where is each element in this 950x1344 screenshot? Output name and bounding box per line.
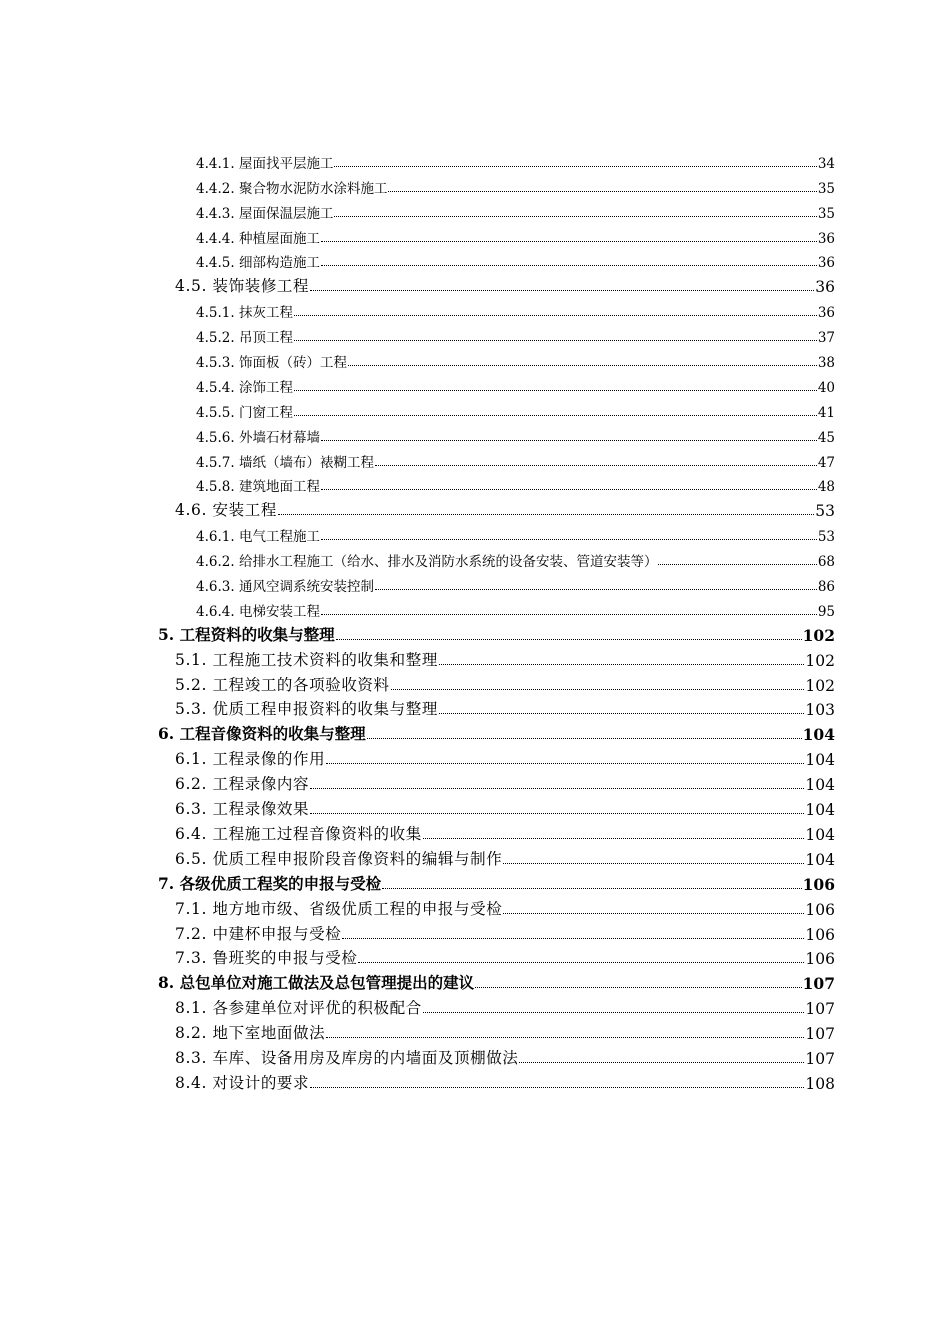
toc-dot-leader: [439, 663, 804, 665]
toc-page-number: 104: [805, 825, 835, 844]
toc-entry-number: 6.5.: [175, 849, 207, 868]
toc-dot-leader: [310, 787, 804, 789]
toc-page-number: 102: [805, 651, 835, 670]
toc-entry-label: [196, 326, 293, 346]
toc-entry-label: [196, 202, 333, 222]
toc-entry-title: 优质工程申报阶段音像资料的编辑与制作: [212, 849, 503, 868]
toc-entry-number: 7.3.: [175, 949, 207, 968]
toc-entry-number: 8.2.: [175, 1024, 207, 1043]
toc-dot-leader: [321, 538, 817, 540]
toc-entry-label: [196, 550, 657, 570]
toc-dot-leader: [375, 464, 817, 466]
toc-page-number: 95: [817, 603, 835, 620]
toc-dot-leader: [326, 762, 804, 764]
toc-entry[interactable]: [0, 794, 950, 819]
toc-entry-title: 各参建单位对评优的积极配合: [212, 999, 422, 1018]
toc-entry-label: [196, 475, 320, 495]
toc-entry-number: 6.4.: [175, 824, 207, 843]
toc-page-number: 47: [817, 454, 835, 471]
toc-entry-number: 4.5.2.: [196, 330, 235, 347]
toc-page-number: 103: [805, 701, 835, 720]
toc-dot-leader: [294, 414, 817, 416]
toc-entry-number: 8.4.: [175, 1073, 207, 1092]
toc-page-number: 48: [817, 479, 835, 496]
toc-page-number: 102: [805, 676, 835, 695]
toc-page-number: 36: [815, 278, 835, 297]
toc-page-number: 104: [805, 801, 835, 820]
toc-dot-leader: [310, 289, 814, 291]
toc-entry-label: [196, 525, 320, 545]
toc-entry-title: 工程录像内容: [212, 775, 310, 794]
toc-entry[interactable]: [0, 296, 950, 321]
toc-entry[interactable]: [0, 147, 950, 172]
toc-dot-leader: [278, 513, 814, 515]
toc-entry-label: [175, 847, 502, 869]
toc-entry-title: 墙纸（墙布）裱糊工程: [238, 454, 374, 471]
toc-entry[interactable]: [0, 620, 950, 645]
toc-entry-title: 装饰装修工程: [212, 277, 310, 296]
toc-entry[interactable]: [0, 222, 950, 247]
toc-entry-label: [196, 600, 320, 620]
toc-dot-leader: [326, 1036, 804, 1038]
toc-entry-title: 细部构造施工: [238, 255, 320, 272]
toc-page-number: 38: [817, 355, 835, 372]
toc-entry-title: 电梯安装工程: [238, 603, 320, 620]
toc-dot-leader: [388, 190, 816, 192]
toc-entry[interactable]: [0, 944, 950, 969]
toc-entry[interactable]: [0, 446, 950, 471]
toc-entry-title: 门窗工程: [238, 404, 293, 421]
toc-entry[interactable]: [0, 197, 950, 222]
toc-page-number: 107: [802, 974, 835, 994]
toc-entry-number: 4.4.5.: [196, 255, 235, 272]
toc-entry-label: [175, 1046, 518, 1068]
toc-entry-label: [175, 822, 422, 844]
toc-dot-leader: [391, 688, 805, 690]
toc-entry-label: [196, 376, 293, 396]
toc-entry-number: 4.6.: [175, 501, 207, 520]
toc-entry-title: 给排水工程施工（给水、排水及消防水系统的设备安装、管道安装等）: [238, 554, 658, 571]
toc-page-number: 45: [817, 429, 835, 446]
toc-entry-number: 4.4.1.: [196, 155, 235, 172]
toc-entry-number: 6.: [158, 724, 175, 744]
toc-entry-number: 4.4.4.: [196, 230, 235, 247]
toc-entry[interactable]: [0, 993, 950, 1018]
toc-entry-title: 工程竣工的各项验收资料: [212, 675, 390, 694]
toc-entry-label: [175, 797, 309, 819]
toc-entry-label: [196, 301, 293, 321]
toc-entry-label: [175, 996, 422, 1018]
toc-entry-title: 建筑地面工程: [238, 479, 320, 496]
toc-entry-number: 4.5.: [175, 277, 207, 296]
toc-entry[interactable]: [0, 1043, 950, 1068]
toc-entry-label: [158, 623, 335, 645]
toc-entry-label: [175, 922, 341, 944]
toc-entry[interactable]: [0, 545, 950, 570]
toc-dot-leader: [423, 1011, 805, 1013]
toc-dot-leader: [358, 961, 804, 963]
toc-entry[interactable]: [0, 321, 950, 346]
toc-page-number: 37: [817, 330, 835, 347]
toc-dot-leader: [503, 912, 804, 914]
toc-page-number: 36: [817, 305, 835, 322]
toc-entry-title: 地方地市级、省级优质工程的申报与受检: [212, 899, 503, 918]
toc-entry-label: [175, 1021, 325, 1043]
toc-entry-title: 工程资料的收集与整理: [179, 624, 335, 644]
toc-page-number: 102: [802, 625, 835, 645]
toc-entry-label: [175, 673, 390, 695]
toc-dot-leader: [423, 837, 805, 839]
toc-entry-title: 涂饰工程: [238, 379, 293, 396]
toc-dot-leader: [321, 613, 817, 615]
toc-page-number: 104: [805, 850, 835, 869]
toc-entry-title: 电气工程施工: [238, 529, 320, 546]
toc-entry-number: 4.5.3.: [196, 355, 235, 372]
toc-entry[interactable]: [0, 172, 950, 197]
toc-entry[interactable]: [0, 744, 950, 769]
toc-entry[interactable]: [0, 919, 950, 944]
toc-entry-number: 7.1.: [175, 899, 207, 918]
toc-dot-leader: [519, 1061, 804, 1063]
toc-entry[interactable]: [0, 719, 950, 744]
toc-entry-title: 地下室地面做法: [212, 1024, 326, 1043]
toc-entry-label: [196, 152, 333, 172]
toc-page-number: 107: [805, 1000, 835, 1019]
toc-dot-leader: [375, 588, 817, 590]
toc-entry-label: [196, 177, 387, 197]
toc-dot-leader: [321, 488, 817, 490]
toc-entry-number: 4.4.3.: [196, 205, 235, 222]
toc-entry[interactable]: [0, 844, 950, 869]
toc-page-number: 107: [805, 1049, 835, 1068]
toc-page-number: 106: [802, 874, 835, 894]
toc-dot-leader: [334, 215, 816, 217]
toc-entry-number: 5.1.: [175, 650, 207, 669]
toc-entry[interactable]: [0, 894, 950, 919]
toc-dot-leader: [310, 812, 804, 814]
toc-dot-leader: [382, 887, 802, 889]
toc-entry[interactable]: [0, 421, 950, 446]
toc-page-number: 41: [817, 404, 835, 421]
toc-entry-number: 4.5.8.: [196, 479, 235, 496]
toc-dot-leader: [321, 264, 817, 266]
toc-page-number: 36: [817, 255, 835, 272]
toc-entry-title: 屋面找平层施工: [238, 155, 334, 172]
toc-entry-title: 外墙石材幕墙: [238, 429, 320, 446]
toc-page-number: 107: [805, 1025, 835, 1044]
toc-page-number: 53: [815, 502, 835, 521]
toc-entry-label: [175, 274, 309, 296]
toc-entry-label: [175, 897, 502, 919]
toc-entry-number: 4.5.4.: [196, 379, 235, 396]
toc-entry-number: 4.6.2.: [196, 554, 235, 571]
toc-entry-label: [158, 872, 381, 894]
toc-dot-leader: [439, 712, 804, 714]
toc-dot-leader: [294, 339, 817, 341]
toc-dot-leader: [367, 737, 802, 739]
toc-entry-label: [196, 575, 374, 595]
toc-entry[interactable]: [0, 346, 950, 371]
toc-page-number: 104: [805, 776, 835, 795]
toc-entry[interactable]: [0, 695, 950, 720]
toc-entry[interactable]: [0, 595, 950, 620]
toc-dot-leader: [475, 986, 802, 988]
toc-entry[interactable]: [0, 396, 950, 421]
toc-entry-title: 吊顶工程: [238, 330, 293, 347]
toc-entry-label: [175, 648, 438, 670]
toc-entry-label: [175, 1071, 309, 1093]
toc-entry-title: 工程录像的作用: [212, 750, 326, 769]
toc-entry-label: [175, 946, 357, 968]
toc-entry[interactable]: [0, 471, 950, 496]
toc-entry-title: 对设计的要求: [212, 1073, 310, 1092]
toc-entry-number: 4.4.2.: [196, 180, 235, 197]
toc-dot-leader: [334, 165, 816, 167]
toc-entry-label: [196, 426, 320, 446]
toc-entry-label: [196, 351, 347, 371]
toc-entry-label: [175, 747, 325, 769]
toc-entry-number: 8.: [158, 973, 175, 993]
toc-entry-number: 4.6.3.: [196, 579, 235, 596]
toc-entry[interactable]: [0, 645, 950, 670]
toc-entry-number: 4.5.6.: [196, 429, 235, 446]
toc-entry-title: 饰面板（砖）工程: [238, 355, 347, 372]
toc-page-number: 40: [817, 379, 835, 396]
toc-entry[interactable]: [0, 520, 950, 545]
toc-entry-title: 工程施工技术资料的收集和整理: [212, 650, 438, 669]
toc-entry[interactable]: [0, 670, 950, 695]
toc-entry-number: 7.2.: [175, 924, 207, 943]
toc-dot-leader: [658, 563, 816, 565]
toc-entry-title: 屋面保温层施工: [238, 205, 334, 222]
toc-entry-title: 鲁班奖的申报与受检: [212, 949, 358, 968]
toc-dot-leader: [294, 314, 817, 316]
toc-entry[interactable]: [0, 570, 950, 595]
toc-entry-title: 工程施工过程音像资料的收集: [212, 824, 422, 843]
toc-entry[interactable]: [0, 495, 950, 520]
toc-entry-number: 4.5.7.: [196, 454, 235, 471]
toc-entry-number: 8.3.: [175, 1048, 207, 1067]
toc-entry-number: 6.2.: [175, 775, 207, 794]
toc-dot-leader: [294, 389, 817, 391]
toc-entry-title: 各级优质工程奖的申报与受检: [179, 873, 382, 893]
toc-entry-label: [196, 227, 320, 247]
toc-entry[interactable]: [0, 769, 950, 794]
toc-page-number: 35: [817, 205, 835, 222]
toc-entry-title: 工程录像效果: [212, 800, 310, 819]
toc-entry-number: 4.6.4.: [196, 603, 235, 620]
toc-entry-number: 6.1.: [175, 750, 207, 769]
toc-entry-number: 5.: [158, 624, 175, 644]
toc-dot-leader: [348, 364, 817, 366]
toc-entry[interactable]: [0, 869, 950, 894]
toc-entry-label: [158, 971, 474, 993]
toc-entry-title: 种植屋面施工: [238, 230, 320, 247]
toc-entry-number: 4.5.1.: [196, 305, 235, 322]
toc-dot-leader: [503, 862, 804, 864]
toc-dot-leader: [321, 439, 817, 441]
toc-page-number: 106: [805, 950, 835, 969]
toc-entry-label: [196, 451, 374, 471]
toc-page-number: 34: [817, 155, 835, 172]
toc-entry-title: 优质工程申报资料的收集与整理: [212, 700, 438, 719]
toc-entry-label: [175, 772, 309, 794]
toc-page-number: 104: [805, 751, 835, 770]
toc-entry[interactable]: [0, 1018, 950, 1043]
toc-entry-title: 工程音像资料的收集与整理: [179, 724, 366, 744]
toc-entry-number: 8.1.: [175, 999, 207, 1018]
toc-entry-label: [196, 251, 320, 271]
toc-page-number: 53: [817, 529, 835, 546]
toc-entry-number: 4.5.5.: [196, 404, 235, 421]
toc-entry[interactable]: [0, 1068, 950, 1093]
toc-entry-number: 6.3.: [175, 800, 207, 819]
toc-entry-label: [175, 498, 277, 520]
toc-entry-number: 5.2.: [175, 675, 207, 694]
toc-entry[interactable]: [0, 968, 950, 993]
toc-entry[interactable]: [0, 247, 950, 272]
toc-page-number: 35: [817, 180, 835, 197]
toc-entry-label: [196, 401, 293, 421]
toc-entry[interactable]: [0, 271, 950, 296]
toc-entry-title: 安装工程: [212, 501, 277, 520]
toc-entry-title: 总包单位对施工做法及总包管理提出的建议: [179, 973, 475, 993]
toc-entry[interactable]: [0, 819, 950, 844]
toc-entry-title: 中建杯申报与受检: [212, 924, 342, 943]
toc-entry-label: [158, 722, 366, 744]
toc-dot-leader: [310, 1086, 804, 1088]
toc-page-number: 36: [817, 230, 835, 247]
toc-entry-number: 4.6.1.: [196, 529, 235, 546]
toc-entry-title: 抹灰工程: [238, 305, 293, 322]
toc-dot-leader: [321, 240, 817, 242]
toc-entry-label: [175, 697, 438, 719]
toc-entry-title: 车库、设备用房及库房的内墙面及顶棚做法: [212, 1048, 519, 1067]
toc-entry-title: 聚合物水泥防水涂料施工: [238, 180, 388, 197]
toc-entry-number: 7.: [158, 873, 175, 893]
table-of-contents: [0, 147, 950, 1093]
toc-entry-title: 通风空调系统安装控制: [238, 579, 374, 596]
toc-dot-leader: [342, 937, 804, 939]
toc-page-number: 68: [817, 554, 835, 571]
toc-dot-leader: [336, 638, 802, 640]
toc-page-number: 106: [805, 925, 835, 944]
toc-page-number: 106: [805, 900, 835, 919]
toc-page-number: 86: [817, 579, 835, 596]
toc-entry-number: 5.3.: [175, 700, 207, 719]
toc-entry[interactable]: [0, 371, 950, 396]
toc-page-number: 108: [805, 1074, 835, 1093]
toc-page-number: 104: [802, 725, 835, 745]
